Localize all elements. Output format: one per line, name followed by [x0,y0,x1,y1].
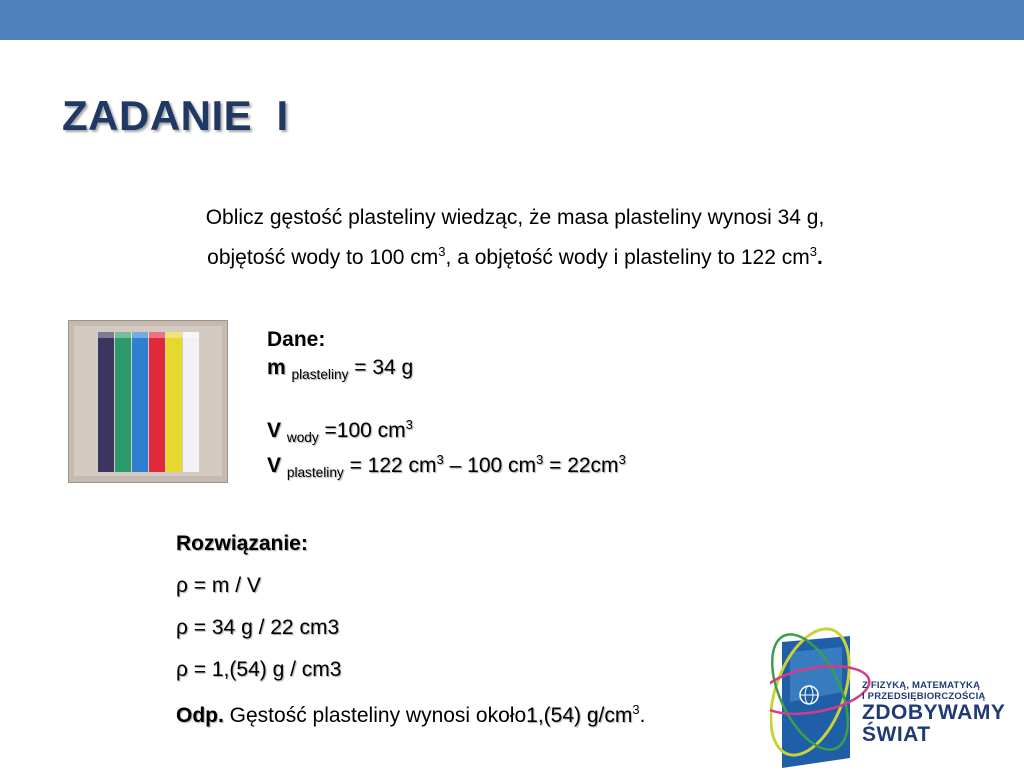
solution-block [176,530,341,698]
plasticine-photo [68,320,228,483]
given-water-volume: V $_{wody}$ =100 $cm^3$ [267,416,413,445]
logo-line-4: ŚWIAT [862,723,931,746]
given-heading: Dane: [267,328,326,351]
given-data [267,326,626,486]
task-description [60,198,970,278]
logo-line-2: I PRZEDSIĘBIORCZOŚCIĄ [862,691,986,702]
answer-text: Gęstość plasteliny wynosi około [223,704,527,727]
solution-step: ρ = 34 g / 22 cm3 [176,616,340,639]
final-answer: Odp. Gęstość plasteliny wynosi około1,(54) $g/cm^3$. [176,702,646,727]
logo-line-1: Z FIZYKĄ, MATEMATYKĄ [862,680,981,691]
globe-icon [798,684,820,706]
top-bar [0,0,1024,40]
given-mass: m $_{plasteliny}$ = 34 g [267,356,414,382]
task-line-1: Oblicz gęstość plasteliny wiedząc, że masa plasteliny wynosi 34 g, [205,206,825,229]
slide-title: ZADANIE I [62,92,289,139]
task-line-2: objętość wody to 100 $cm^3$, a objętość wody i plasteliny to 122 $cm^3$. [207,244,823,269]
plasticine-image [68,320,228,483]
answer-label: Odp. [176,704,224,727]
solution-step: ρ = 1,(54) g / cm3 [176,658,342,681]
logo-text [862,680,1005,746]
spacer [267,389,626,417]
logo-line-3: ZDOBYWAMY [862,701,1006,724]
answer-value: 1,(54) g/cm [526,704,633,727]
solution-step: ρ = m / V [176,574,261,597]
given-plasticine-volume: V $_{plasteliny}$ = 122 $cm^3 - 100$ $cm^3 = 22cm^3$ [267,451,626,480]
solution-heading: Rozwiązanie: [176,532,308,555]
